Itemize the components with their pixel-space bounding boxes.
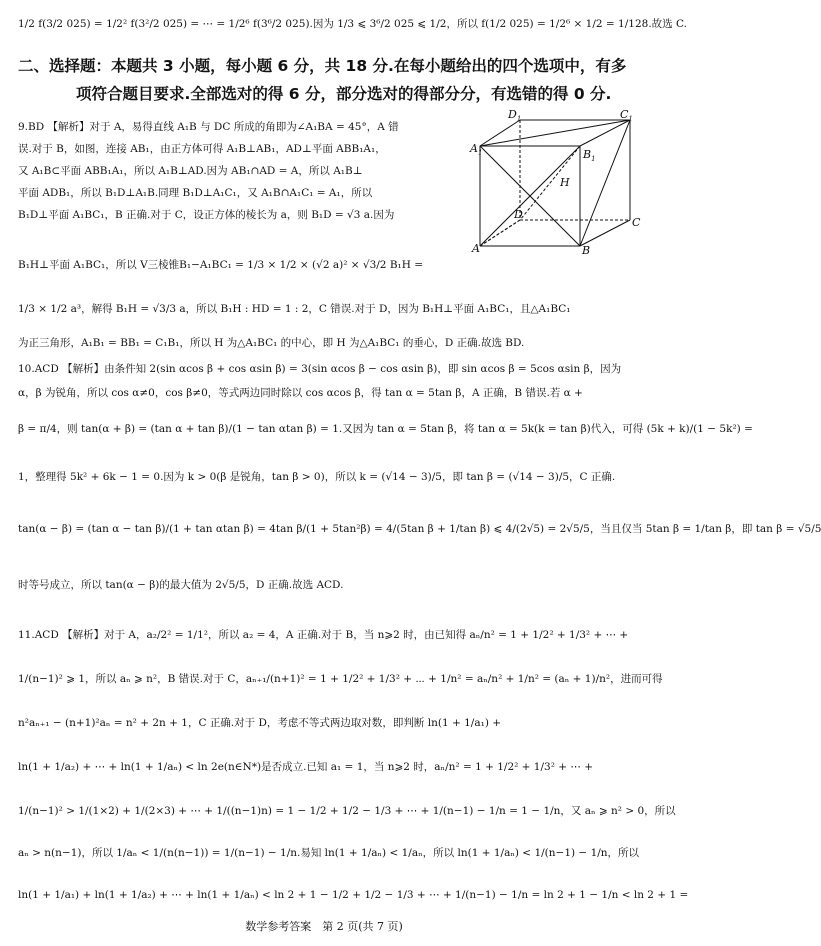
solution-11-line-7: ln(1 + 1/a₁) + ln(1 + 1/a₂) + ⋯ + ln(1 + 1/aₙ) < ln 2 + 1 − 1/2 + 1/2 − 1/3 + ⋯ + 1/(n−1) − 1/n = ln 2 + 1 − 1/n < ln 2 + 1 = xyxy=(18,889,689,901)
solution-11-line-5: 1/(n−1)² > 1/(1×2) + 1/(2×3) + ⋯ + 1/((n−1)n) = 1 − 1/2 + 1/2 − 1/3 + ⋯ + 1/(n−1) − 1/n = 1 − 1/n，又 aₙ ⩾ n² > 0，所以 xyxy=(18,805,676,817)
solution-9-line-3: 又 A₁B⊂平面 ABB₁A₁，所以 A₁B⊥AD.因为 AB₁∩AD = A，所以 A₁B⊥ xyxy=(18,165,363,177)
solution-11-line-6: aₙ > n(n−1)，所以 1/aₙ < 1/(n(n−1)) = 1/(n−1) − 1/n.易知 ln(1 + 1/aₙ) < 1/aₙ，所以 ln(1 + 1/aₙ) < 1/(n−1) − 1/n，所以 xyxy=(18,847,640,859)
section-heading-line-1: 二、选择题：本题共 3 小题，每小题 6 分，共 18 分.在每小题给出的四个选项中，有多 xyxy=(18,57,627,75)
section-heading-line-2: 项符合题目要求.全部选对的得 6 分，部分选对的得部分分，有选错的得 0 分. xyxy=(76,85,612,103)
diag-d-a xyxy=(480,220,520,246)
label-a1: $A_1$ xyxy=(470,142,483,157)
label-b: B xyxy=(582,244,591,257)
cube-figure xyxy=(470,106,642,256)
solution-9-line-1: 9.BD 【解析】对于 A，易得直线 A₁B 与 DC 所成的角即为∠A₁BA = 45°，A 错 xyxy=(18,121,399,133)
label-b1: $B_1$ xyxy=(583,148,596,163)
label-d: D xyxy=(514,208,523,221)
solution-9-line-2: 误.对于 B，如图，连接 AB₁，由正方体可得 A₁B⊥AB₁，AD⊥平面 ABB₁A₁， xyxy=(18,143,386,155)
label-c: C xyxy=(632,216,641,229)
solution-9-line-8: 为正三角形，A₁B₁ = BB₁ = C₁B₁，所以 H 为△A₁BC₁ 的中心，即 H 为△A₁BC₁ 的垂心，D 正确.故选 BD. xyxy=(18,337,525,349)
solution-9-line-4: 平面 ADB₁，所以 B₁D⊥A₁B.同理 B₁D⊥A₁C₁，又 A₁B∩A₁C₁ = A₁，所以 xyxy=(18,187,373,199)
solution-10-line-6: 时等号成立，所以 tan(α − β)的最大值为 2√5/5，D 正确.故选 ACD. xyxy=(18,579,344,591)
solution-11-line-2: 1/(n−1)² ⩾ 1，所以 aₙ ⩾ n²，B 错误.对于 C，aₙ₊₁/(n+1)² = 1 + 1/2² + 1/3² + ⋯ + 1/n² = aₙ/n² + 1/n² = (aₙ + 1)/n²，进而可得 xyxy=(18,673,663,685)
solution-line-8-end: 1/2 f(3/2 025) = 1/2² f(3²/2 025) = ⋯ = 1/2⁶ f(3⁶/2 025).因为 1/3 ⩽ 3⁶/2 025 ⩽ 1/2，所以 f(1/2 025) = 1/2⁶ × 1/2 = 1/128.故选 C. xyxy=(18,18,687,30)
solution-9-line-6: B₁H⊥平面 A₁BC₁，所以 V三棱锥B₁−A₁BC₁ = 1/3 × 1/2 × (√2 a)² × √3/2 B₁H = xyxy=(18,259,424,271)
edge-b-c xyxy=(580,220,630,246)
solution-10-line-5: tan(α − β) = (tan α − tan β)/(1 + tan αtan β) = 4tan β/(1 + 5tan²β) = 4/(5tan β + 1/tan β) ⩽ 4/(2√5) = 2√5/5，当且仅当 5tan β = 1/tan β，即 tan β = √5/5 xyxy=(18,523,821,535)
solution-9-line-5: B₁D⊥平面 A₁BC₁，B 正确.对于 C，设正方体的棱长为 a，则 B₁D = √3 a.因为 xyxy=(18,209,395,221)
solution-11-line-3: n²aₙ₊₁ − (n+1)²aₙ = n² + 2n + 1，C 正确.对于 D，考虑不等式两边取对数，即判断 ln(1 + 1/a₁) + xyxy=(18,717,502,729)
solution-10-line-3: β = π/4，则 tan(α + β) = (tan α + tan β)/(1 − tan αtan β) = 1.又因为 tan α = 5tan β，将 tan α = 5k(k = tan β)代入，可得 (5k + k)/(1 − 5k²) = xyxy=(18,423,753,435)
solution-10-line-2: α，β 为锐角，所以 cos α≠0，cos β≠0，等式两边同时除以 cos αcos β，得 tan α = 5tan β，A 正确，B 错误.若 α + xyxy=(18,387,583,399)
solution-10-line-1: 10.ACD 【解析】由条件知 2(sin αcos β + cos αsin β) = 3(sin αcos β − cos αsin β)，即 sin αcos β = 5cos αsin β，因为 xyxy=(18,363,622,375)
solution-9-line-7: 1/3 × 1/2 a³，解得 B₁H = √3/3 a，所以 B₁H : HD = 1 : 2，C 错误.对于 D，因为 B₁H⊥平面 A₁BC₁，且△A₁BC₁ xyxy=(18,303,571,315)
label-c1: $C_1$ xyxy=(620,108,633,123)
diag-b1-d xyxy=(520,146,580,220)
diag-a1-c1 xyxy=(480,120,630,146)
solution-11-line-1: 11.ACD 【解析】对于 A，a₂/2² = 1/1²，所以 a₂ = 4，A 正确.对于 B，当 n⩾2 时，由已知得 aₙ/n² = 1 + 1/2² + 1/3² + ⋯ + xyxy=(18,629,629,641)
page-footer: 数学参考答案 第 2 页(共 7 页) xyxy=(245,920,403,933)
solution-10-line-4: 1，整理得 5k² + 6k − 1 = 0.因为 k > 0(β 是锐角，tan β > 0)，所以 k = (√14 − 3)/5，即 tan β = (√14 − 3)/5，C 正确. xyxy=(18,471,616,483)
diag-c1-b xyxy=(580,120,630,246)
label-d1: $D_1$ xyxy=(508,108,522,123)
label-h: H xyxy=(560,176,570,189)
label-a: A xyxy=(472,242,480,255)
solution-11-line-4: ln(1 + 1/a₂) + ⋯ + ln(1 + 1/aₙ) < ln 2e(n∈N*)是否成立.已知 a₁ = 1，当 n⩾2 时，aₙ/n² = 1 + 1/2² + 1/3² + ⋯ + xyxy=(18,761,594,773)
